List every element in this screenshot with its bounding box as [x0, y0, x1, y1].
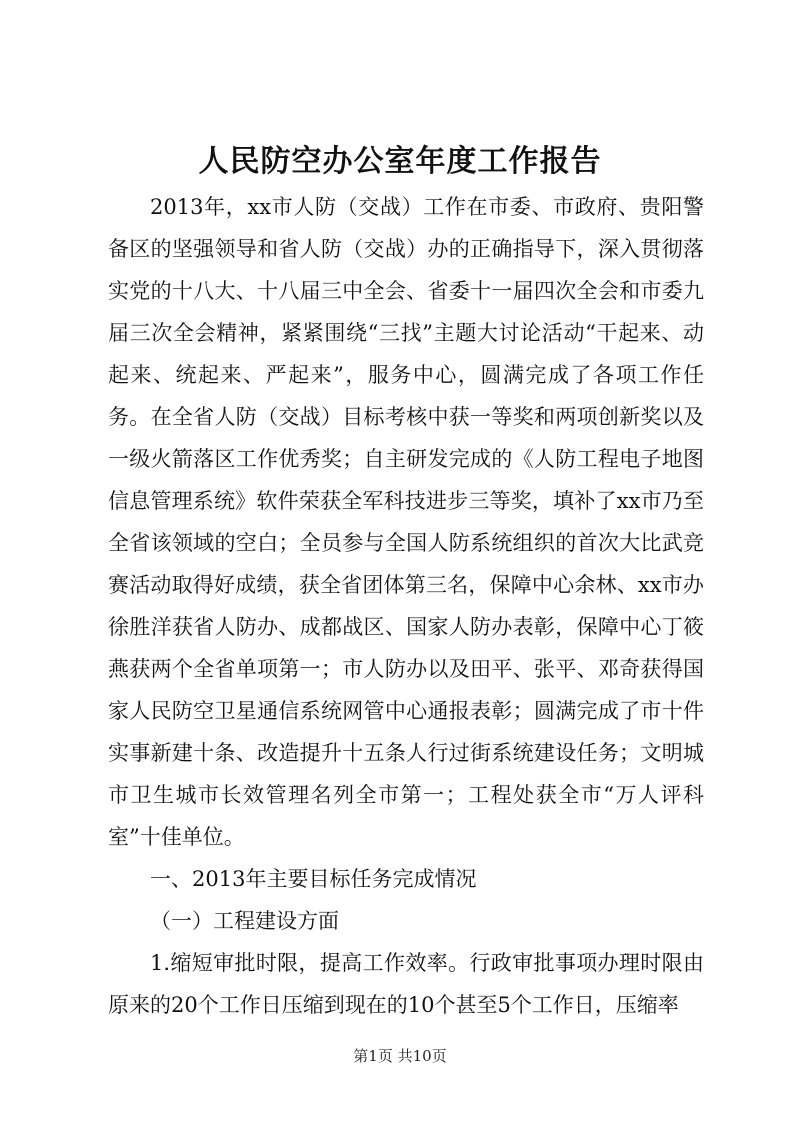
intro-paragraph: 2013年，xx市人防（交战）工作在市委、市政府、贵阳警备区的坚强领导和省人防（交战）办的正确指导下，深入贯彻落实党的十八大、十八届三中全会、省委十一届四次全会和市委九届三次全会精神，紧紧围绕“三找”主题大讨论活动“干起来、动起来、统起来、严起来”，服务中心，圆满完成了各项工作任务。在全省人防（交战）目标考核中获一等奖和两项创新奖以及一级火箭落区工作优秀奖；自主研发完成的《人防工程电子地图信息管理系统》软件荣获全军科技进步三等奖，填补了xx市乃至全省该领域的空白；全员参与全国人防系统组织的首次大比武竞赛活动取得好成绩，获全省团体第三名，保障中心余林、xx市办徐胜洋获省人防办、成都战区、国家人防办表彰，保障中心丁筱燕获两个全省单项第一；市人防办以及田平、张平、邓奇获得国家人民防空卫星通信系统网管中心通报表彰；圆满完成了市十件实事新建十条、改造提升十五条人行过街系统建设任务；文明城市卫生城市长效管理名列全市第一；工程处获全市“万人评科室”十佳单位。 — [108, 195, 704, 849]
subsection-heading: （一）工程建设方面 — [150, 909, 339, 933]
page-number-footer: 第1页 共10页 — [353, 1047, 447, 1065]
item-paragraph: 1.缩短审批时限，提高工作效率。行政审批事项办理时限由原来的20个工作日压缩到现在的10个甚至5个工作日，压缩率 — [108, 951, 704, 1017]
document-body — [108, 186, 704, 1026]
section-heading: 一、2013年主要目标任务完成情况 — [150, 867, 477, 891]
document-title: 人民防空办公室年度工作报告 — [198, 144, 602, 179]
